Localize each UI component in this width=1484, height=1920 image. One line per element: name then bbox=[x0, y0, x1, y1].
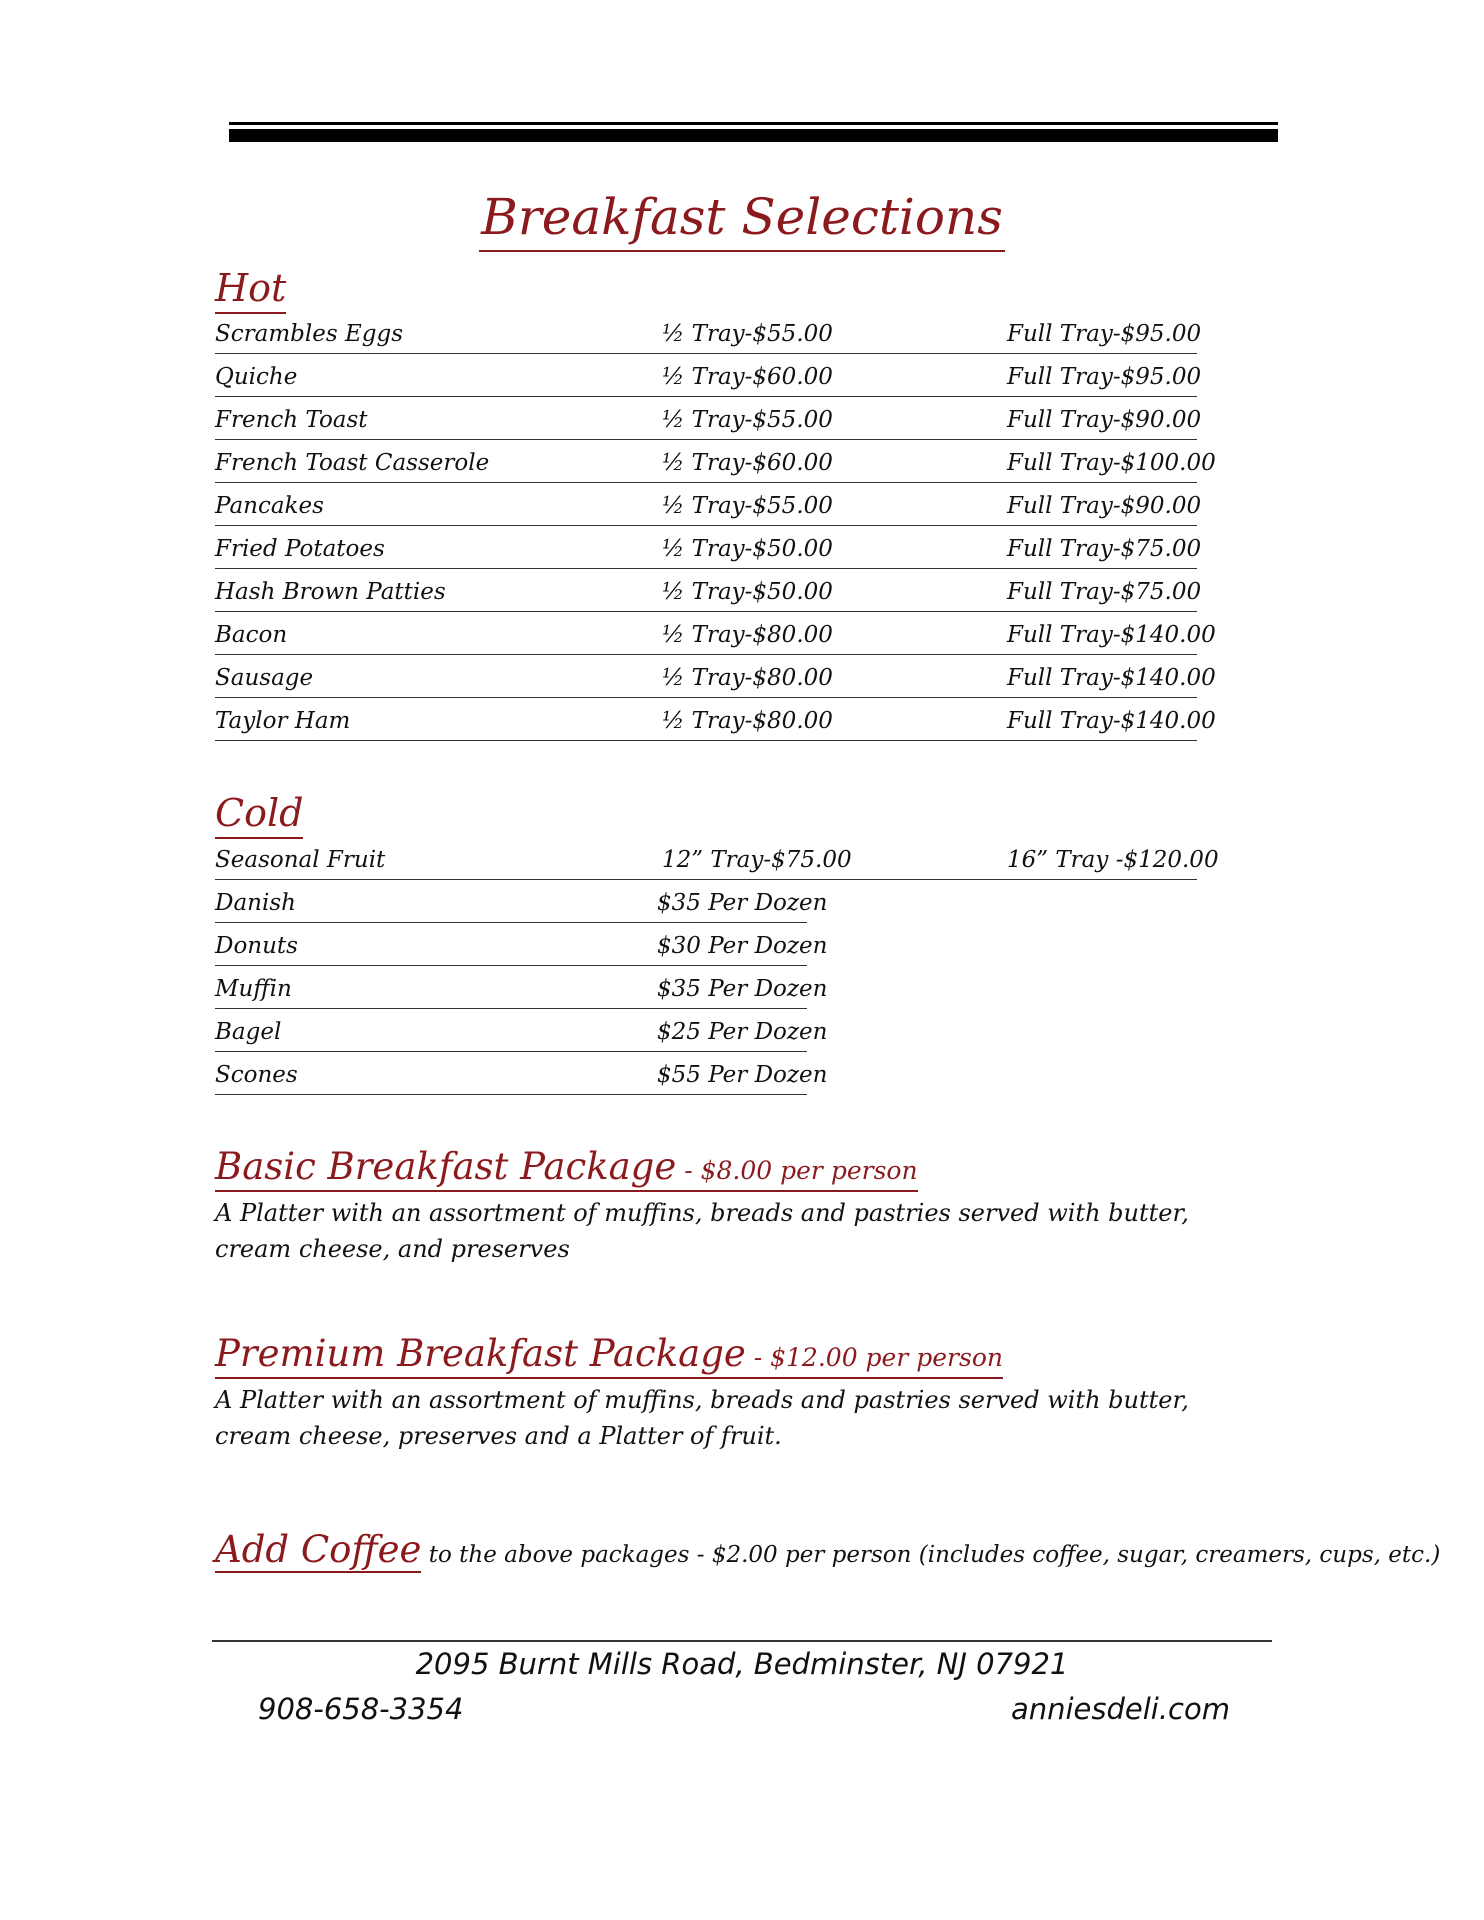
menu-row bbox=[215, 1055, 1195, 1095]
full-tray-price: Full Tray-$75.00 bbox=[1005, 532, 1197, 569]
item-name: Muffin bbox=[215, 972, 655, 1009]
half-tray-price: ½ Tray-$60.00 bbox=[660, 360, 1007, 397]
premium-package-heading bbox=[215, 1332, 1255, 1376]
half-tray-price: ½ Tray-$80.00 bbox=[660, 704, 1007, 741]
cold-heading bbox=[215, 793, 303, 835]
item-name: Bacon bbox=[215, 618, 660, 655]
menu-row bbox=[215, 969, 1195, 1009]
full-tray-price: Full Tray-$95.00 bbox=[1005, 317, 1197, 354]
cold-heading-text: Cold bbox=[215, 791, 303, 839]
item-name: Danish bbox=[215, 886, 655, 923]
menu-row bbox=[215, 314, 1202, 354]
item-name: Quiche bbox=[215, 360, 660, 397]
menu-row bbox=[215, 486, 1202, 526]
hot-heading-text: Hot bbox=[215, 266, 286, 314]
item-name: Seasonal Fruit bbox=[215, 843, 660, 880]
add-coffee-text: to the above packages - $2.00 per person (includes coffee, sugar, creamers, cups, etc.) bbox=[421, 1542, 1441, 1568]
full-tray-price: Full Tray-$90.00 bbox=[1005, 403, 1197, 440]
half-tray-price: ½ Tray-$55.00 bbox=[660, 403, 1007, 440]
header-rule bbox=[229, 122, 1278, 142]
dozen-price: $55 Per Dozen bbox=[655, 1058, 807, 1095]
full-tray-price: Full Tray-$140.00 bbox=[1005, 661, 1197, 698]
dozen-price: $30 Per Dozen bbox=[655, 929, 807, 966]
full-tray-price: Full Tray-$90.00 bbox=[1005, 489, 1197, 526]
basic-breakfast-package bbox=[215, 1145, 1255, 1267]
half-tray-price: ½ Tray-$55.00 bbox=[660, 317, 1007, 354]
header-rule-thick bbox=[229, 129, 1278, 142]
hot-heading bbox=[215, 268, 286, 310]
half-tray-price: ½ Tray-$80.00 bbox=[660, 661, 1007, 698]
menu-row bbox=[215, 883, 1195, 923]
basic-package-heading bbox=[215, 1145, 1255, 1189]
half-tray-price: ½ Tray-$80.00 bbox=[660, 618, 1007, 655]
full-tray-price: Full Tray-$75.00 bbox=[1005, 575, 1197, 612]
premium-package-title: Premium Breakfast Package bbox=[215, 1332, 746, 1379]
menu-row bbox=[215, 615, 1216, 655]
item-name: Scones bbox=[215, 1058, 655, 1095]
menu-row bbox=[215, 572, 1202, 612]
dozen-price: $25 Per Dozen bbox=[655, 1015, 807, 1052]
item-name: French Toast bbox=[215, 403, 660, 440]
footer-website: anniesdeli.com bbox=[1010, 1692, 1230, 1726]
half-tray-price: ½ Tray-$55.00 bbox=[660, 489, 1007, 526]
premium-package-description: A Platter with an assortment of muffins, breads and pastries served with butter, cream cheese, preserves and a Platter of fruit. bbox=[215, 1386, 1189, 1451]
basic-package-title: Basic Breakfast Package bbox=[215, 1145, 676, 1192]
footer-phone: 908-658-3354 bbox=[258, 1692, 464, 1726]
full-tray-price: Full Tray-$100.00 bbox=[1005, 446, 1197, 483]
dozen-price: $35 Per Dozen bbox=[655, 886, 807, 923]
menu-row bbox=[215, 400, 1202, 440]
full-tray-price: Full Tray-$95.00 bbox=[1005, 360, 1197, 397]
item-name: Donuts bbox=[215, 929, 655, 966]
footer-address: 2095 Burnt Mills Road, Bedminster, NJ 07921 bbox=[415, 1647, 1069, 1681]
menu-row bbox=[215, 658, 1216, 698]
add-coffee-line bbox=[215, 1528, 1441, 1571]
menu-row bbox=[215, 443, 1216, 483]
item-name: Scrambles Eggs bbox=[215, 317, 660, 354]
menu-row bbox=[215, 357, 1202, 397]
item-name: French Toast Casserole bbox=[215, 446, 660, 483]
menu-row bbox=[215, 701, 1216, 741]
item-name: Pancakes bbox=[215, 489, 660, 526]
page-title bbox=[0, 190, 1484, 245]
half-tray-price: ½ Tray-$50.00 bbox=[660, 532, 1007, 569]
header-rule-thin bbox=[229, 122, 1278, 125]
item-name: Fried Potatoes bbox=[215, 532, 660, 569]
small-tray-price: 12” Tray-$75.00 bbox=[660, 843, 1007, 880]
item-name: Bagel bbox=[215, 1015, 655, 1052]
menu-row bbox=[215, 529, 1202, 569]
page-title-text: Breakfast Selections bbox=[479, 188, 1005, 252]
large-tray-price: 16” Tray -$120.00 bbox=[1005, 843, 1197, 880]
item-name: Hash Brown Patties bbox=[215, 575, 660, 612]
menu-row bbox=[215, 1012, 1195, 1052]
basic-package-price: - $8.00 per person bbox=[676, 1156, 918, 1185]
menu-row bbox=[215, 840, 1219, 880]
item-name: Taylor Ham bbox=[215, 704, 660, 741]
premium-package-price: - $12.00 per person bbox=[745, 1343, 1003, 1372]
menu-row bbox=[215, 926, 1195, 966]
premium-breakfast-package bbox=[215, 1332, 1255, 1454]
dozen-price: $35 Per Dozen bbox=[655, 972, 807, 1009]
footer-divider bbox=[212, 1640, 1272, 1642]
half-tray-price: ½ Tray-$50.00 bbox=[660, 575, 1007, 612]
basic-package-description: A Platter with an assortment of muffins, breads and pastries served with butter, cream cheese, and preserves bbox=[215, 1199, 1189, 1264]
full-tray-price: Full Tray-$140.00 bbox=[1005, 618, 1197, 655]
half-tray-price: ½ Tray-$60.00 bbox=[660, 446, 1007, 483]
item-name: Sausage bbox=[215, 661, 660, 698]
full-tray-price: Full Tray-$140.00 bbox=[1005, 704, 1197, 741]
add-coffee-title: Add Coffee bbox=[215, 1528, 422, 1571]
